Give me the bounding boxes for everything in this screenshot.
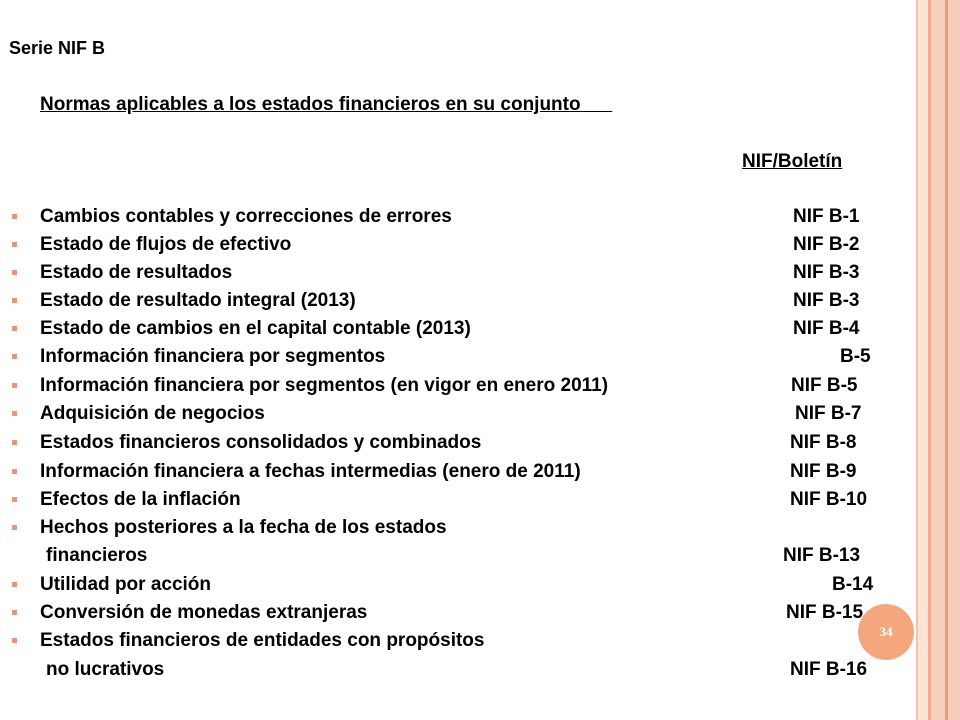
list-item-label: Información financiera por segmentos (en vigor en enero 2011) [40, 375, 609, 396]
bullet-icon [12, 525, 17, 530]
list-item-code: NIF B-7 [795, 403, 862, 424]
slide-title: Serie NIF B [9, 38, 106, 58]
list-item-label: Estado de resultados [40, 262, 233, 283]
list-item-label: Estados financieros de entidades con propósitos [40, 630, 485, 651]
list-item-code: NIF B-9 [790, 461, 857, 482]
list-item-code: NIF B-1 [793, 206, 860, 227]
list-item-code: B-5 [840, 346, 871, 367]
bullet-icon [12, 610, 17, 615]
bullet-icon [12, 354, 17, 359]
bullet-icon [12, 469, 17, 474]
border-stripe [918, 0, 928, 720]
list-item-label: Conversión de monedas extranjeras [40, 602, 368, 623]
bullet-icon [12, 214, 17, 219]
list-item-label: Utilidad por acción [40, 574, 212, 595]
bullet-icon [12, 326, 17, 331]
border-stripe [931, 0, 945, 720]
list-item-label: Efectos de la inflación [40, 489, 241, 510]
bullet-icon [12, 383, 17, 388]
list-item-code: NIF B-13 [783, 545, 861, 566]
list-item-code: B-14 [832, 574, 874, 595]
list-item-label: Información financiera a fechas intermedias (enero de 2011) [40, 461, 581, 482]
list-item-label: Adquisición de negocios [40, 403, 265, 424]
list-item-label: Estado de cambios en el capital contable (2013) [40, 318, 471, 339]
list-item-code: NIF B-4 [793, 318, 860, 339]
border-stripe [948, 0, 960, 720]
list-item-code: NIF B-2 [793, 234, 860, 255]
list-item-label: Estados financieros consolidados y combinados [40, 432, 482, 453]
bullet-icon [12, 411, 17, 416]
bullet-icon [12, 582, 17, 587]
list-item-code: NIF B-3 [793, 290, 860, 311]
bullet-icon [12, 440, 17, 445]
list-item-code: NIF B-8 [790, 432, 857, 453]
column-heading: NIF/Boletín [742, 151, 843, 172]
list-item-label: Información financiera por segmentos [40, 346, 386, 367]
list-item-continuation: financieros [46, 545, 148, 566]
list-item-code: NIF B-5 [791, 375, 858, 396]
list-item-code: NIF B-16 [790, 659, 868, 680]
slide-subtitle: Normas aplicables a los estados financieros en su conjunto [40, 94, 581, 115]
list-item-label: Estado de resultado integral (2013) [40, 290, 356, 311]
bullet-icon [12, 298, 17, 303]
list-item-code: NIF B-10 [790, 489, 868, 510]
list-item-continuation: no lucrativos [46, 659, 165, 680]
bullet-icon [12, 242, 17, 247]
list-item-label: Hechos posteriores a la fecha de los estados [40, 517, 447, 538]
list-item-code: NIF B-15 [786, 602, 864, 623]
list-item-label: Estado de flujos de efectivo [40, 234, 292, 255]
list-item-code: NIF B-3 [793, 262, 860, 283]
page-number-badge: 34 [858, 604, 914, 660]
bullet-icon [12, 638, 17, 643]
bullet-icon [12, 497, 17, 502]
list-item-label: Cambios contables y correcciones de errores [40, 206, 452, 227]
bullet-icon [12, 270, 17, 275]
